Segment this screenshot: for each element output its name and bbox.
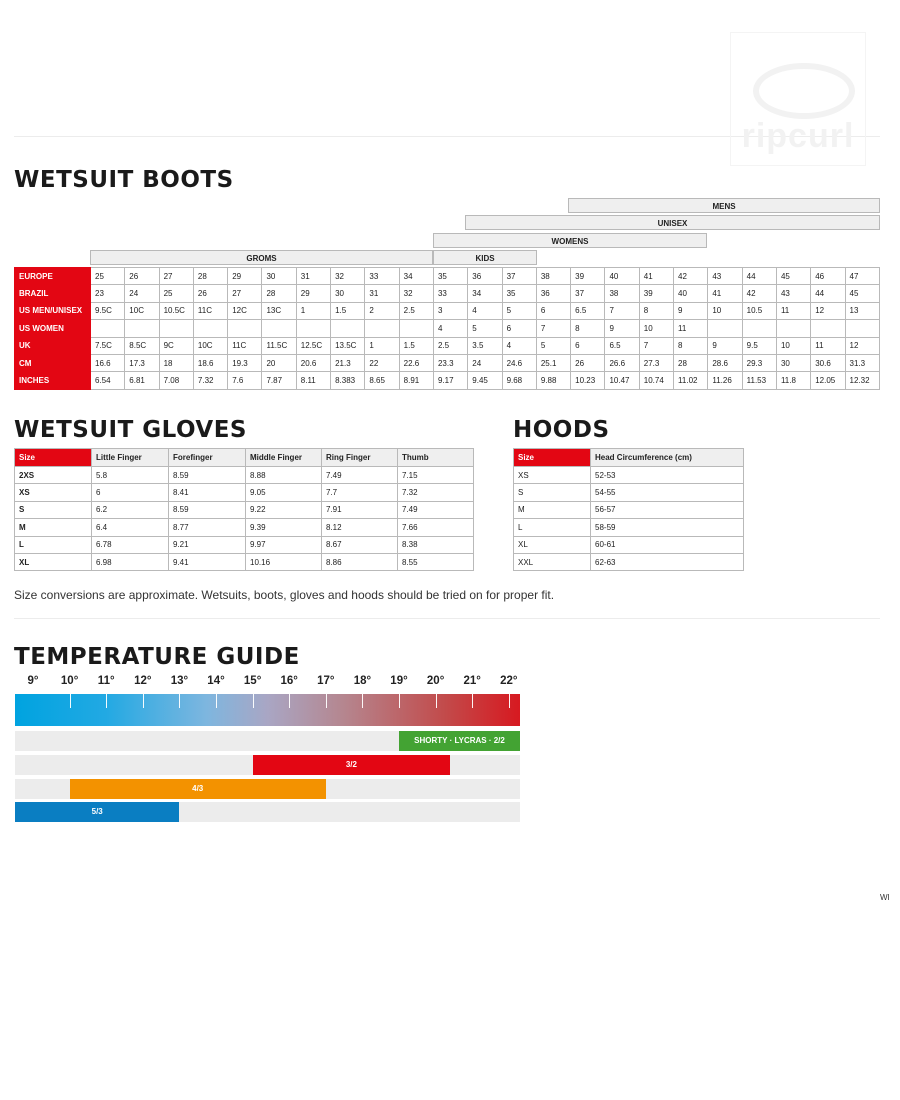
gloves-value-cell: 8.59 <box>169 501 246 518</box>
boots-cell: 31 <box>296 268 330 285</box>
hoods-header-circumference: Head Circumference (cm) <box>591 449 744 467</box>
boots-cell: 12 <box>845 337 879 354</box>
temperature-tick-label: 13° <box>170 675 189 687</box>
size-disclaimer: Size conversions are approximate. Wetsuits, boots, gloves and hoods should be tried on for proper fit. <box>14 588 555 602</box>
boots-cell: 28 <box>193 268 227 285</box>
gloves-value-cell: 9.97 <box>246 536 322 553</box>
boots-cell: 43 <box>776 285 810 302</box>
group-groms: GROMS <box>90 250 433 265</box>
boots-cell: 9.17 <box>433 372 467 389</box>
boots-cell: 10.5 <box>742 302 776 319</box>
boots-cell: 9C <box>159 337 193 354</box>
boots-cell: 27 <box>228 285 262 302</box>
gloves-row <box>15 467 474 484</box>
boots-row-label: UK <box>15 337 91 354</box>
boots-cell <box>91 320 125 337</box>
hoods-value-cell: 52-53 <box>591 467 744 484</box>
boots-cell: 36 <box>536 285 570 302</box>
boots-cell <box>708 320 742 337</box>
boots-cell <box>159 320 193 337</box>
boots-row <box>15 285 880 302</box>
boots-cell: 1 <box>365 337 399 354</box>
temperature-title: TEMPERATURE GUIDE <box>14 644 300 670</box>
boots-cell: 45 <box>776 268 810 285</box>
gloves-value-cell: 7.66 <box>398 519 474 536</box>
hoods-size-cell: L <box>514 519 591 536</box>
boots-cell: 11 <box>811 337 845 354</box>
boots-cell: 28 <box>262 285 296 302</box>
boots-cell <box>365 320 399 337</box>
boots-cell: 9.5C <box>91 302 125 319</box>
gloves-value-cell: 9.41 <box>169 553 246 570</box>
boots-cell: 35 <box>433 268 467 285</box>
boots-cell: 23.3 <box>433 354 467 371</box>
gloves-value-cell: 7.49 <box>398 501 474 518</box>
boots-cell: 6 <box>571 337 605 354</box>
boots-cell: 36 <box>468 268 502 285</box>
boots-cell: 10 <box>776 337 810 354</box>
boots-cell: 29.3 <box>742 354 776 371</box>
boots-cell: 7 <box>639 337 673 354</box>
boots-cell: 41 <box>708 285 742 302</box>
boots-cell: 4 <box>433 320 467 337</box>
gloves-value-cell: 8.67 <box>322 536 398 553</box>
gloves-row <box>15 536 474 553</box>
boots-cell: 25 <box>159 285 193 302</box>
boots-row-label: INCHES <box>15 372 91 389</box>
gloves-value-cell: 6 <box>92 484 169 501</box>
boots-cell: 11.5C <box>262 337 296 354</box>
hoods-size-cell: S <box>514 484 591 501</box>
boots-cell: 10C <box>193 337 227 354</box>
boots-cell: 9.45 <box>468 372 502 389</box>
boots-cell: 1.5 <box>399 337 433 354</box>
gloves-value-cell: 8.38 <box>398 536 474 553</box>
hoods-row <box>514 467 744 484</box>
gloves-value-cell: 6.78 <box>92 536 169 553</box>
boots-cell: 6 <box>502 320 536 337</box>
gloves-title: WETSUIT GLOVES <box>14 417 247 443</box>
boots-cell: 11 <box>776 302 810 319</box>
hoods-size-cell: XL <box>514 536 591 553</box>
hoods-row <box>514 536 744 553</box>
gloves-header-row <box>15 449 474 467</box>
boots-cell: 3 <box>433 302 467 319</box>
boots-cell: 24 <box>468 354 502 371</box>
group-kids: KIDS <box>433 250 537 265</box>
gloves-value-cell: 9.39 <box>246 519 322 536</box>
logo-text: ripcurl <box>741 117 855 155</box>
temperature-tick-label: 11° <box>97 675 115 687</box>
boots-cell: 8.11 <box>296 372 330 389</box>
boots-cell <box>811 320 845 337</box>
boots-cell: 18 <box>159 354 193 371</box>
boots-cell: 9.5 <box>742 337 776 354</box>
gloves-value-cell: 7.32 <box>398 484 474 501</box>
boots-cell: 6.5 <box>571 302 605 319</box>
temperature-gridline <box>106 694 107 708</box>
hoods-header-row <box>514 449 744 467</box>
gloves-header-little-finger: Little Finger <box>92 449 169 467</box>
hoods-row <box>514 519 744 536</box>
boots-cell: 46 <box>811 268 845 285</box>
boots-cell: 6.5 <box>605 337 639 354</box>
boots-cell: 32 <box>331 268 365 285</box>
gloves-value-cell: 6.2 <box>92 501 169 518</box>
boots-cell: 28.6 <box>708 354 742 371</box>
temperature-band: 5/3 <box>15 802 179 822</box>
temperature-gridline <box>179 694 180 708</box>
boots-cell: 27.3 <box>639 354 673 371</box>
temperature-tick-label: 14° <box>207 675 225 687</box>
boots-cell <box>262 320 296 337</box>
gloves-value-cell: 8.12 <box>322 519 398 536</box>
temperature-gridline <box>289 694 290 708</box>
boots-cell: 33 <box>365 268 399 285</box>
gloves-row <box>15 519 474 536</box>
boots-cell <box>399 320 433 337</box>
gloves-row <box>15 501 474 518</box>
temperature-tick-label: 9° <box>27 675 39 687</box>
temperature-gridline <box>509 694 510 708</box>
gloves-size-cell: S <box>15 501 92 518</box>
gloves-value-cell: 7.7 <box>322 484 398 501</box>
boots-cell: 34 <box>399 268 433 285</box>
temperature-tick-label: 16° <box>280 675 298 687</box>
gloves-size-cell: L <box>15 536 92 553</box>
hoods-row <box>514 553 744 570</box>
hoods-size-cell: M <box>514 501 591 518</box>
boots-cell: 7 <box>536 320 570 337</box>
boots-cell: 10.23 <box>571 372 605 389</box>
boots-cell: 9 <box>708 337 742 354</box>
boots-cell: 19.3 <box>228 354 262 371</box>
boots-cell: 7.87 <box>262 372 296 389</box>
boots-cell <box>125 320 159 337</box>
boots-cell: 5 <box>536 337 570 354</box>
boots-cell: 41 <box>639 268 673 285</box>
gloves-size-cell: XS <box>15 484 92 501</box>
boots-row <box>15 372 880 389</box>
temperature-gridline <box>399 694 400 708</box>
boots-cell: 47 <box>845 268 879 285</box>
boots-cell: 30 <box>331 285 365 302</box>
boots-row <box>15 268 880 285</box>
gloves-header-forefinger: Forefinger <box>169 449 246 467</box>
boots-cell: 10 <box>639 320 673 337</box>
gloves-table-body <box>15 467 474 571</box>
gloves-value-cell: 7.15 <box>398 467 474 484</box>
gloves-header-ring-finger: Ring Finger <box>322 449 398 467</box>
boots-cell: 29 <box>228 268 262 285</box>
hoods-value-cell: 54-55 <box>591 484 744 501</box>
temperature-tick-label: 22° <box>500 675 518 687</box>
boots-cell: 40 <box>605 268 639 285</box>
gloves-header-middle-finger: Middle Finger <box>246 449 322 467</box>
boots-cell: 8 <box>674 337 708 354</box>
boots-cell: 9 <box>674 302 708 319</box>
boots-cell: 11.02 <box>674 372 708 389</box>
hoods-row <box>514 484 744 501</box>
temperature-tick-label: 18° <box>353 675 372 687</box>
gloves-size-cell: 2XS <box>15 467 92 484</box>
gloves-value-cell: 10.16 <box>246 553 322 570</box>
boots-cell: 45 <box>845 285 879 302</box>
boots-cell: 33 <box>433 285 467 302</box>
boots-cell: 8.5C <box>125 337 159 354</box>
boots-cell: 13.5C <box>331 337 365 354</box>
boots-cell: 18.6 <box>193 354 227 371</box>
gloves-table <box>14 448 474 571</box>
boots-cell: 6.54 <box>91 372 125 389</box>
boots-row-label: US MEN/UNISEX <box>15 302 91 319</box>
boots-cell: 28 <box>674 354 708 371</box>
boots-cell: 29 <box>296 285 330 302</box>
group-unisex: UNISEX <box>465 215 880 230</box>
boots-cell: 23 <box>91 285 125 302</box>
boots-cell: 6.81 <box>125 372 159 389</box>
hoods-header-size: Size <box>514 449 591 467</box>
mid-divider <box>14 618 880 619</box>
boots-cell: 22 <box>365 354 399 371</box>
boots-cell: 7.5C <box>91 337 125 354</box>
boots-cell: 10.74 <box>639 372 673 389</box>
boots-cell: 25.1 <box>536 354 570 371</box>
gloves-header-thumb: Thumb <box>398 449 474 467</box>
boots-cell: 39 <box>639 285 673 302</box>
gloves-value-cell: 8.77 <box>169 519 246 536</box>
boots-row-label: CM <box>15 354 91 371</box>
boots-cell: 39 <box>571 268 605 285</box>
hoods-value-cell: 62-63 <box>591 553 744 570</box>
temperature-band: 4/3 <box>70 779 326 799</box>
gloves-size-cell: M <box>15 519 92 536</box>
boots-cell: 30 <box>262 268 296 285</box>
boots-cell: 11C <box>228 337 262 354</box>
boots-cell: 13 <box>845 302 879 319</box>
boots-cell <box>845 320 879 337</box>
brand-logo <box>730 32 866 166</box>
boots-cell: 35 <box>502 285 536 302</box>
temperature-tick-label: 10° <box>60 675 79 687</box>
boots-cell: 12.32 <box>845 372 879 389</box>
boots-row-label: US WOMEN <box>15 320 91 337</box>
boots-cell: 38 <box>605 285 639 302</box>
boots-cell: 9.88 <box>536 372 570 389</box>
boots-cell: 22.6 <box>399 354 433 371</box>
boots-cell: 8.65 <box>365 372 399 389</box>
gloves-row <box>15 484 474 501</box>
gloves-value-cell: 9.22 <box>246 501 322 518</box>
hoods-row <box>514 501 744 518</box>
boots-cell: 4 <box>468 302 502 319</box>
boots-cell <box>228 320 262 337</box>
boots-cell: 11.26 <box>708 372 742 389</box>
boots-cell: 42 <box>674 268 708 285</box>
gloves-value-cell: 6.98 <box>92 553 169 570</box>
boots-row <box>15 320 880 337</box>
boots-cell: 12.5C <box>296 337 330 354</box>
group-mens: MENS <box>568 198 880 213</box>
boots-cell: 38 <box>536 268 570 285</box>
boots-cell: 12 <box>811 302 845 319</box>
boots-cell: 2 <box>365 302 399 319</box>
boots-cell: 27 <box>159 268 193 285</box>
gloves-value-cell: 7.49 <box>322 467 398 484</box>
gloves-value-cell: 5.8 <box>92 467 169 484</box>
boots-cell: 31 <box>365 285 399 302</box>
temperature-gridline <box>436 694 437 708</box>
temperature-band: 3/2 <box>253 755 451 775</box>
temperature-gridline <box>253 694 254 708</box>
boots-cell: 20.6 <box>296 354 330 371</box>
boots-table-body <box>15 268 880 390</box>
hoods-value-cell: 58-59 <box>591 519 744 536</box>
boots-cell: 10C <box>125 302 159 319</box>
boots-cell: 8.91 <box>399 372 433 389</box>
boots-cell: 10.47 <box>605 372 639 389</box>
boots-cell: 42 <box>742 285 776 302</box>
boots-cell: 7.6 <box>228 372 262 389</box>
temperature-tick-label: 21° <box>463 675 481 687</box>
boots-cell <box>742 320 776 337</box>
group-womens: WOMENS <box>433 233 707 248</box>
temperature-gridline <box>216 694 217 708</box>
gloves-row <box>15 553 474 570</box>
boots-cell: 26 <box>125 268 159 285</box>
temperature-tick-label: 20° <box>426 675 445 687</box>
boots-cell: 4 <box>502 337 536 354</box>
boots-cell: 11.53 <box>742 372 776 389</box>
gloves-header-size: Size <box>15 449 92 467</box>
boots-cell: 10 <box>708 302 742 319</box>
temperature-gridline <box>472 694 473 708</box>
gloves-size-cell: XL <box>15 553 92 570</box>
boots-cell: 26 <box>193 285 227 302</box>
boots-table <box>14 267 880 390</box>
boots-cell: 1 <box>296 302 330 319</box>
boots-cell: 44 <box>742 268 776 285</box>
gloves-value-cell: 8.59 <box>169 467 246 484</box>
boots-cell: 40 <box>674 285 708 302</box>
hoods-size-cell: XS <box>514 467 591 484</box>
boots-row <box>15 302 880 319</box>
boots-cell: 8 <box>639 302 673 319</box>
boots-row <box>15 337 880 354</box>
temperature-gridline <box>70 694 71 708</box>
boots-cell: 13C <box>262 302 296 319</box>
boots-cell: 25 <box>91 268 125 285</box>
boots-cell: 8.383 <box>331 372 365 389</box>
boots-cell: 30.6 <box>811 354 845 371</box>
boots-row-label: BRAZIL <box>15 285 91 302</box>
boots-cell: 30 <box>776 354 810 371</box>
gloves-value-cell: 7.91 <box>322 501 398 518</box>
boots-cell: 26 <box>571 354 605 371</box>
boots-cell <box>296 320 330 337</box>
hoods-title: HOODS <box>513 417 610 443</box>
temperature-gradient-bar <box>15 694 520 726</box>
boots-cell: 11C <box>193 302 227 319</box>
boots-row-label: EUROPE <box>15 268 91 285</box>
boots-cell <box>331 320 365 337</box>
boots-cell: 16.6 <box>91 354 125 371</box>
boots-title: WETSUIT BOOTS <box>14 167 234 193</box>
boots-cell: 24 <box>125 285 159 302</box>
boots-cell: 32 <box>399 285 433 302</box>
logo-mark-icon <box>753 63 855 119</box>
boots-cell: 3.5 <box>468 337 502 354</box>
boots-cell: 7 <box>605 302 639 319</box>
gloves-value-cell: 9.21 <box>169 536 246 553</box>
gloves-value-cell: 6.4 <box>92 519 169 536</box>
boots-cell: 37 <box>502 268 536 285</box>
boots-cell: 26.6 <box>605 354 639 371</box>
boots-cell: 34 <box>468 285 502 302</box>
gloves-value-cell: 8.55 <box>398 553 474 570</box>
boots-cell: 20 <box>262 354 296 371</box>
boots-cell: 17.3 <box>125 354 159 371</box>
temperature-gridline <box>362 694 363 708</box>
boots-cell: 5 <box>502 302 536 319</box>
boots-cell: 6 <box>536 302 570 319</box>
boots-cell: 2.5 <box>433 337 467 354</box>
boots-cell: 11 <box>674 320 708 337</box>
boots-cell: 7.08 <box>159 372 193 389</box>
temperature-gridline <box>326 694 327 708</box>
boots-cell: 44 <box>811 285 845 302</box>
corner-text: WI <box>880 893 890 902</box>
hoods-table-body <box>514 467 744 571</box>
boots-cell: 24.6 <box>502 354 536 371</box>
boots-cell: 9.68 <box>502 372 536 389</box>
boots-cell: 21.3 <box>331 354 365 371</box>
boots-cell: 9 <box>605 320 639 337</box>
hoods-table <box>513 448 744 571</box>
temperature-tick-label: 19° <box>390 675 408 687</box>
boots-cell <box>776 320 810 337</box>
boots-row <box>15 354 880 371</box>
boots-cell: 7.32 <box>193 372 227 389</box>
boots-cell: 10.5C <box>159 302 193 319</box>
hoods-value-cell: 60-61 <box>591 536 744 553</box>
boots-cell: 43 <box>708 268 742 285</box>
temperature-band: SHORTY · LYCRAS · 2/2 <box>399 731 520 751</box>
boots-cell: 1.5 <box>331 302 365 319</box>
boots-cell <box>193 320 227 337</box>
hoods-size-cell: XXL <box>514 553 591 570</box>
boots-cell: 37 <box>571 285 605 302</box>
boots-cell: 11.8 <box>776 372 810 389</box>
boots-cell: 12C <box>228 302 262 319</box>
boots-cell: 2.5 <box>399 302 433 319</box>
boots-cell: 5 <box>468 320 502 337</box>
gloves-value-cell: 8.88 <box>246 467 322 484</box>
boots-cell: 31.3 <box>845 354 879 371</box>
gloves-value-cell: 8.86 <box>322 553 398 570</box>
gloves-value-cell: 9.05 <box>246 484 322 501</box>
boots-cell: 12.05 <box>811 372 845 389</box>
boots-cell: 8 <box>571 320 605 337</box>
temperature-tick-label: 15° <box>243 675 262 687</box>
temperature-tick-label: 12° <box>134 675 152 687</box>
hoods-value-cell: 56-57 <box>591 501 744 518</box>
temperature-tick-label: 17° <box>317 675 335 687</box>
temperature-gridline <box>143 694 144 708</box>
gloves-value-cell: 8.41 <box>169 484 246 501</box>
